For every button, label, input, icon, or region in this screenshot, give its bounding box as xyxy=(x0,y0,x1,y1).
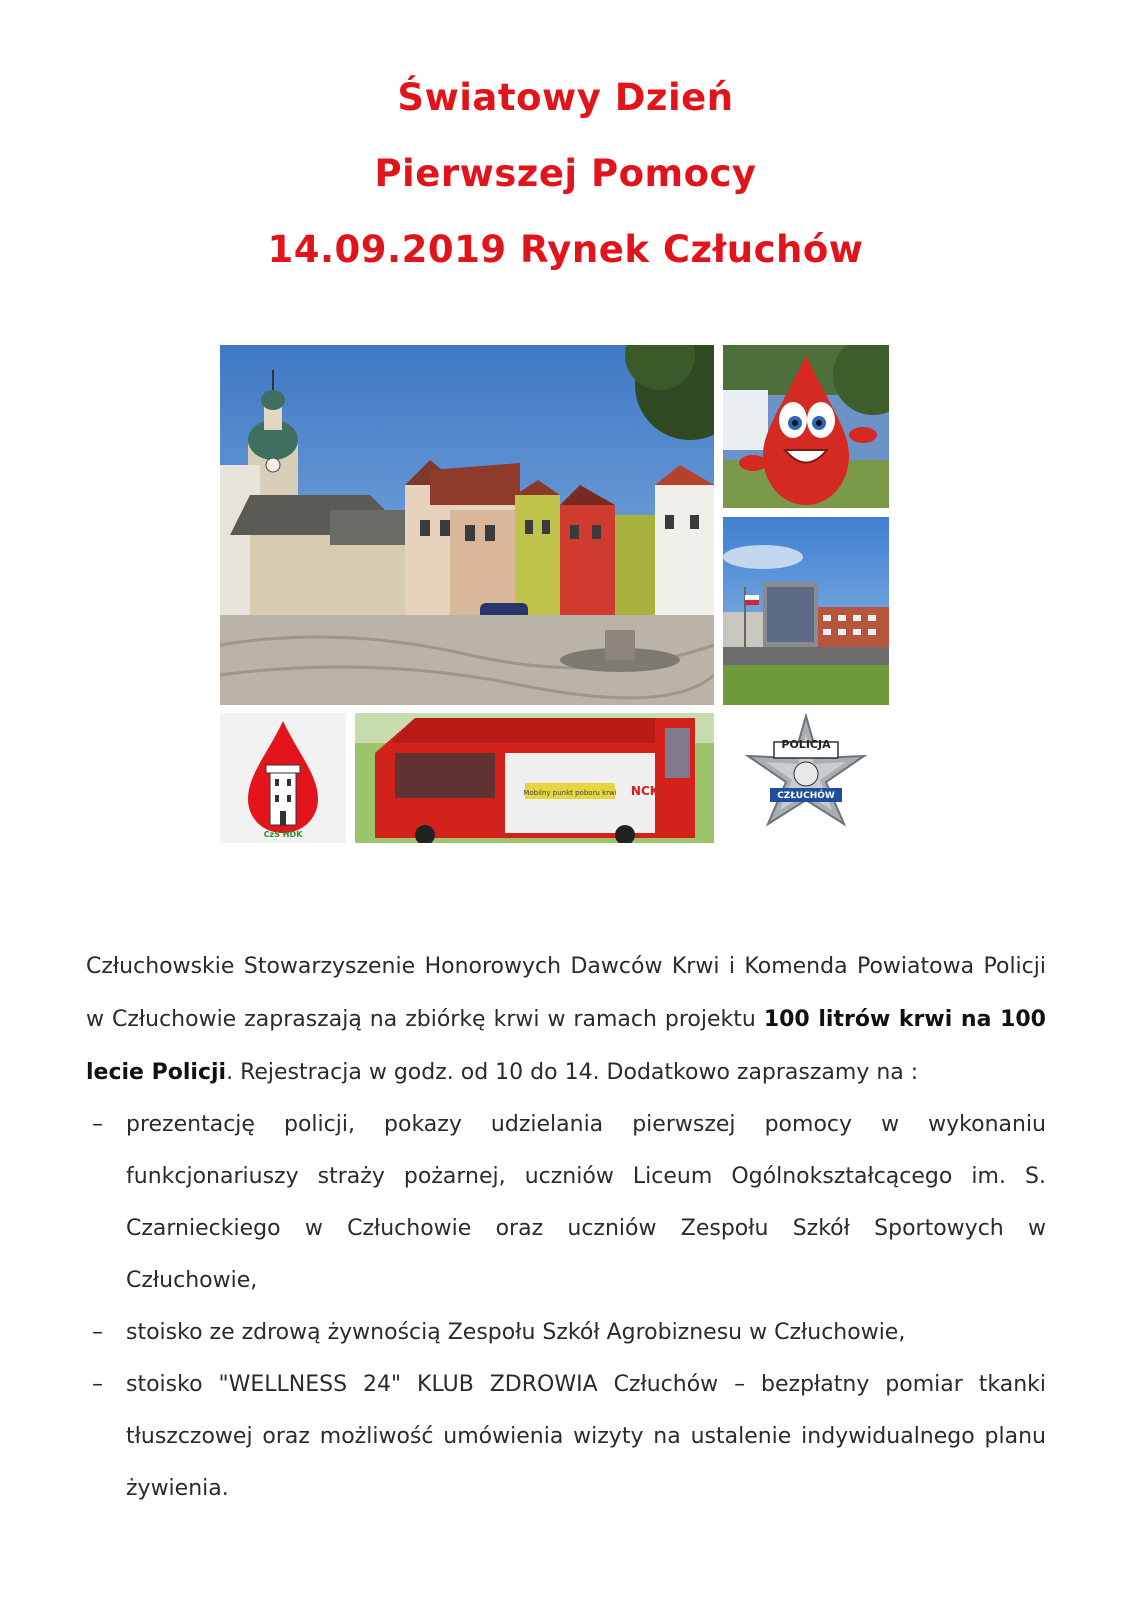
bus-banner-text: Mobilny punkt poboru krwi xyxy=(523,789,617,797)
police-badge xyxy=(723,713,889,843)
photo-town-square xyxy=(220,345,714,705)
intro-text-1: Człuchowskie Stowarzyszenie Honorowych Dawców Krwi i Komenda Powiatowa Policji w Człuchowie zapraszają na zbiórkę krwi w ramach projektu xyxy=(86,954,1046,1032)
hdk-logo-text: CzS HDK xyxy=(263,830,303,839)
list-dash: – xyxy=(92,1112,103,1137)
program-list xyxy=(86,1099,1046,1515)
title-line-3: 14.09.2019 Rynek Człuchów xyxy=(267,228,864,271)
list-dash: – xyxy=(92,1372,103,1397)
photo-police-building xyxy=(723,517,889,705)
badge-top-text: POLICJA xyxy=(781,738,831,751)
intro-paragraph xyxy=(86,940,1046,1099)
list-item xyxy=(86,1307,1046,1359)
list-item xyxy=(86,1359,1046,1515)
bus-brand-text: NCK xyxy=(630,784,660,798)
intro-text-2: . Rejestracja w godz. od 10 do 14. Dodatkowo zapraszamy na : xyxy=(226,1060,919,1085)
list-item-text: prezentację policji, pokazy udzielania pierwszej pomocy w wykonaniu funkcjonariuszy straży pożarnej, uczniów Liceum Ogólnokształcącego im. S. Czarnieckiego w Człuchowie oraz uczniów Zespołu Szkół Sportowych w Człuchowie, xyxy=(126,1112,1046,1293)
list-dash: – xyxy=(92,1320,103,1345)
photo-blood-donation-bus xyxy=(355,713,714,843)
list-item-text: stoisko ze zdrową żywnością Zespołu Szkół Agrobiznesu w Człuchowie, xyxy=(126,1320,906,1345)
title-line-1: Światowy Dzień xyxy=(397,76,734,119)
title-line-2: Pierwszej Pomocy xyxy=(374,152,757,195)
poster-body xyxy=(86,940,1046,1515)
badge-bottom-text: CZŁUCHÓW xyxy=(777,791,835,801)
list-item xyxy=(86,1099,1046,1307)
logo-hdk xyxy=(220,713,346,843)
photo-blood-drop-mascot xyxy=(723,345,889,508)
intro-project-name: 100 litrów krwi na 100 lecie Policji xyxy=(86,1007,1046,1085)
list-item-text: stoisko "WELLNESS 24" KLUB ZDROWIA Człuchów – bezpłatny pomiar tkanki tłuszczowej oraz możliwość umówienia wizyty na ustalenie indywidualnego planu żywienia. xyxy=(126,1372,1046,1501)
